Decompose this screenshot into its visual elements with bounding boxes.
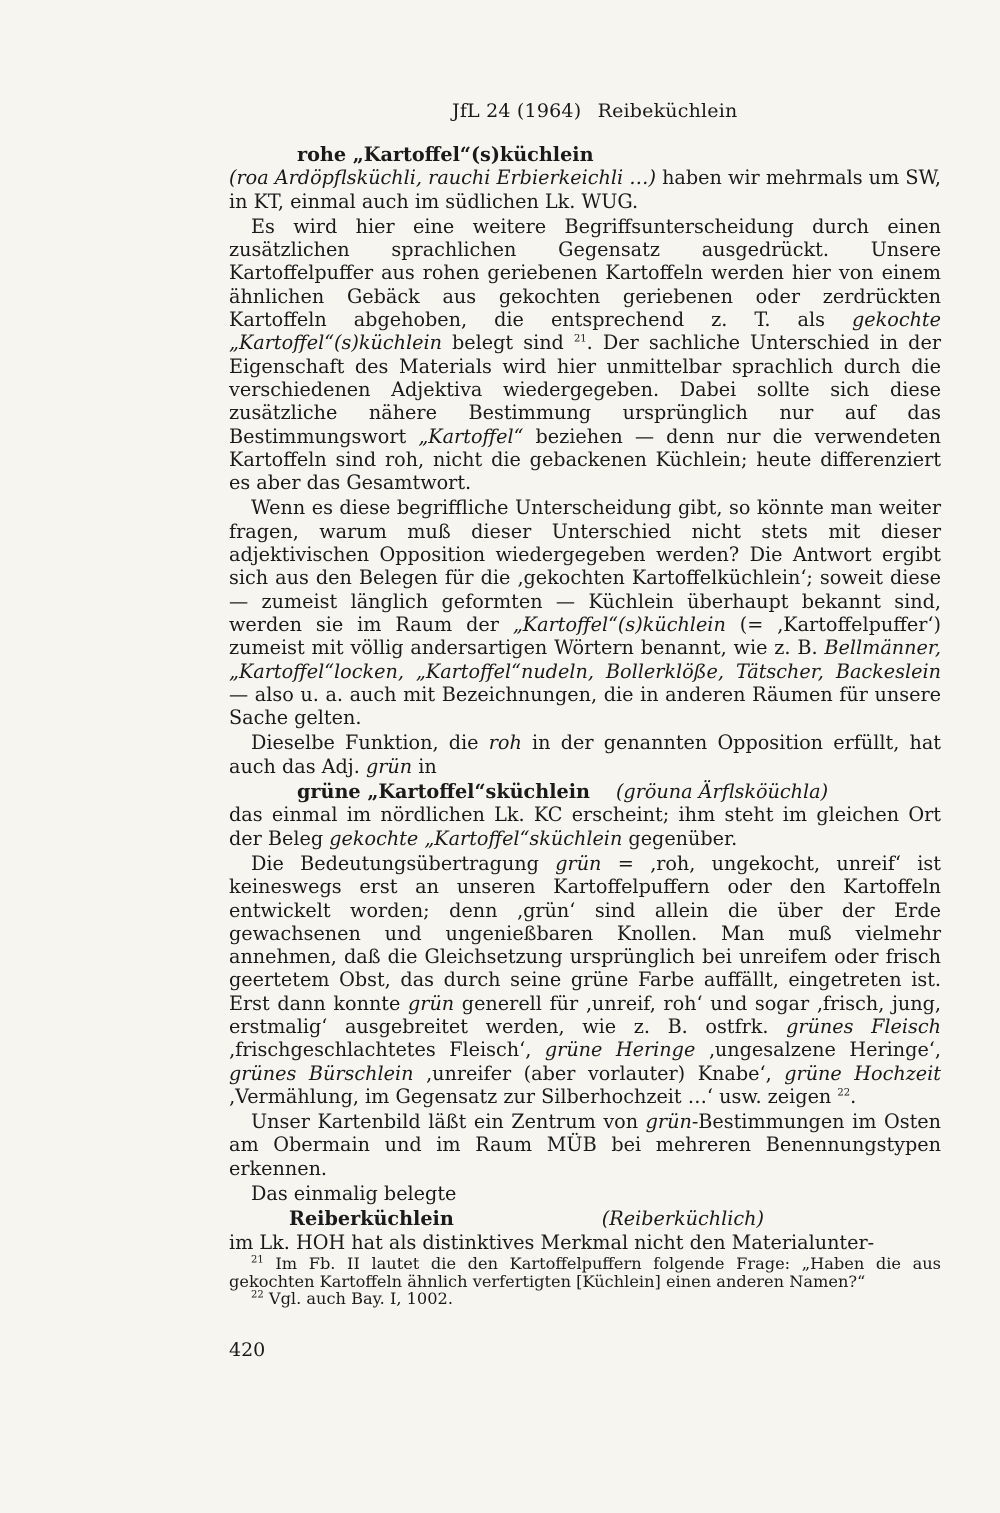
- footnote-number: 21: [251, 1254, 264, 1266]
- running-head: [452, 100, 737, 122]
- footnote-ref-22[interactable]: 22: [837, 1087, 851, 1099]
- paragraph-3: Wenn es diese begriffliche Unterscheidung gibt, so könnte man weiter fragen, warum muß dieser Unterschied nicht stets mit dieser adjektivischen Opposition wiedergegeben werden? Die Antwort ergibt sich aus den Belegen für die ‚gekochten Kartoffelküchlein‘; soweit diese — zumeist länglich geformten — Küchlein überhaupt bekannt sind, werden sie im Raum der „Kartoffel“(s)küchlein (= ‚Kartoffelpuffer‘) zumeist mit völlig andersartigen Wörtern benannt, wie z. B. Bellmänner, „Kartoffel“locken, „Kartoffel“nudeln, Bollerklöße, Tätscher, Backeslein — also u. a. auch mit Bezeichnungen, die in anderen Räumen für unsere Sache gelten.: [229, 496, 941, 730]
- paragraph-4: Dieselbe Funktion, die roh in der genannten Opposition erfüllt, hat auch das Adj. grün in: [229, 731, 942, 778]
- footnote-number: 22: [251, 1289, 264, 1301]
- running-title: Reibeküchlein: [597, 100, 738, 122]
- journal-reference: JfL 24 (1964): [452, 100, 582, 122]
- main-text: [229, 143, 941, 1256]
- paragraph-5: das einmal im nördlichen Lk. KC erscheint; ihm steht im gleichen Ort der Beleg gekochte „Kartoffel“sküchlein gegenüber.: [229, 803, 941, 850]
- footnote-21: $^{21}$ Im Fb. II lautet die den Kartoffelpuffern folgende Frage: „Haben die aus gekochten Kartoffeln ähnlich verfertigten [Küchlein] einen anderen Namen?“: [229, 1254, 941, 1291]
- page-number: 420: [229, 1339, 266, 1361]
- footnote-22: $^{22}$ Vgl. auch Bay. I, 1002.: [251, 1289, 453, 1308]
- heading-3-dialect-form: (Reiberküchlich): [601, 1207, 764, 1231]
- paragraph-1: (roa Ardöpflsküchli, rauchi Erbierkeichli …) haben wir mehrmals um SW, in KT, einmal auch im südlichen Lk. WUG.: [229, 166, 941, 213]
- heading-2-dialect-form: (gröuna Ärflsköüchla): [615, 780, 829, 804]
- heading-reiberkuechlein: Reiberküchlein (Reiberküchlich): [289, 1207, 764, 1231]
- paragraph-6: Die Bedeutungsübertragung grün = ‚roh, ungekocht, unreif‘ ist keineswegs erst an unseren Kartoffelpuffern oder den Kartoffeln entwickelt worden; denn ‚grün‘ sind allein die über der Erde gewachsenen und ungenießbaren Knollen. Man muß vielmehr annehmen, daß die Gleichsetzung ursprünglich bei unreifem oder frisch geertetem Obst, das durch seine grüne Farbe auffällt, eingetreten ist. Erst dann konnte grün generell für ‚unreif, roh‘ und sogar ‚frisch, jung, erstmalig‘ ausgebreitet werden, wie z. B. ostfrk. grünes Fleisch ‚frischgeschlachtetes Fleisch‘, grüne Heringe ‚ungesalzene Heringe‘, grünes Bürschlein ‚unreifer (aber vorlauter) Knabe‘, grüne Hochzeit ‚Vermählung, im Gegensatz zur Silberhochzeit …‘ usw. zeigen $^{22}$.: [229, 851, 942, 1108]
- footnote-ref-21[interactable]: 21: [573, 333, 587, 345]
- paragraph-8: Das einmalig belegte: [251, 1182, 457, 1206]
- footnotes: [229, 1255, 941, 1308]
- paragraph-9: im Lk. HOH hat als distinktives Merkmal nicht den Materialunter-: [229, 1230, 875, 1254]
- heading-rohe-kartoffelkuechlein: rohe „Kartoffel“(s)küchlein: [297, 143, 594, 166]
- paragraph-2: Es wird hier eine weitere Begriffsunterscheidung durch einen zusätzlichen sprachlichen Gegensatz ausgedrückt. Unsere Kartoffelpuffer aus rohen geriebenen Kartoffeln werden hier von einem ähnlichen Gebäck aus gekochten geriebenen oder zerdrückten Kartoffeln abgehoben, die entsprechend z. T. als gekochte „Kartoffel“(s)küchlein belegt sind $^{21}$. Der sachliche Unterschied in der Eigenschaft des Materials wird hier unmittelbar sprachlich durch die verschiedenen Adjektiva wiedergegeben. Dabei sollte sich diese zusätzliche nähere Bestimmung ursprünglich nur auf das Bestimmungswort „Kartoffel“ beziehen — denn nur die verwendeten Kartoffeln sind roh, nicht die gebackenen Küchlein; heute differenziert es aber das Gesamtwort.: [229, 214, 942, 495]
- paragraph-7: Unser Kartenbild läßt ein Zentrum von grün-Bestimmungen im Osten am Obermain und im Raum MÜB bei mehreren Benennungstypen erkennen.: [229, 1110, 941, 1180]
- dialect-forms: (roa Ardöpflsküchli, rauchi Erbierkeichli …): [229, 166, 656, 190]
- heading-gruene-kartoffelkuechlein: grüne „Kartoffel“sküchlein (gröuna Ärflsköüchla): [297, 780, 829, 804]
